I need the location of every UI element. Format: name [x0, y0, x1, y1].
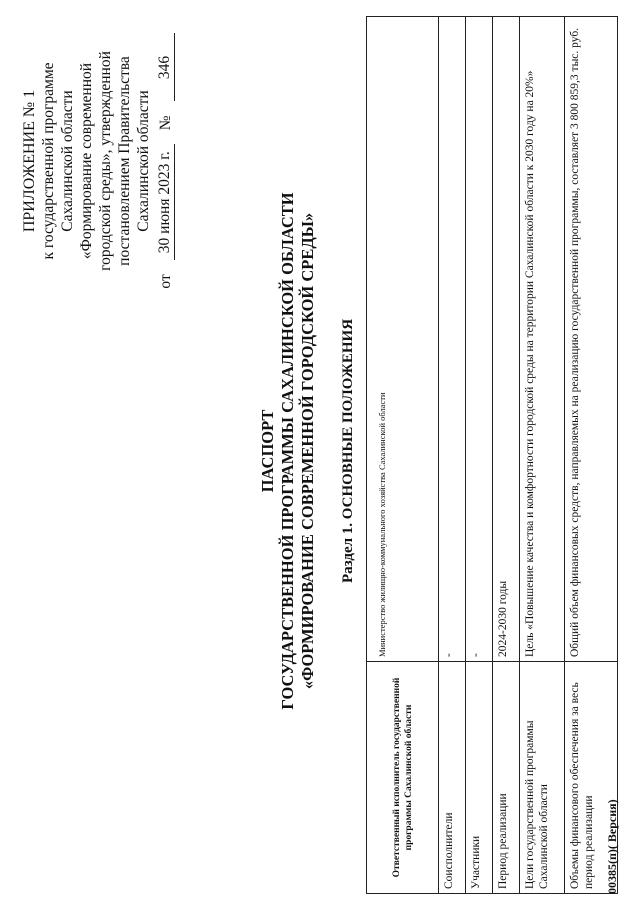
row-value: 2024-2030 годы — [493, 17, 520, 662]
row-label: Период реализации — [493, 662, 520, 894]
appendix-block — [20, 11, 175, 311]
table-row — [493, 17, 520, 894]
appendix-title: ПРИЛОЖЕНИЕ № 1 — [21, 89, 38, 233]
table-row — [439, 17, 466, 894]
row-label: Объемы финансового обеспечения за весь период реализации — [565, 662, 618, 894]
heading-line-3: «ФОРМИРОВАНИЕ СОВРЕМЕННОЙ ГОРОДСКОЙ СРЕДЫ» — [298, 212, 317, 690]
appendix-line: Сахалинской области — [135, 90, 152, 232]
table-row — [367, 17, 439, 894]
row-value: - — [439, 17, 466, 662]
table-row — [520, 17, 565, 894]
row-label: Участники — [466, 662, 493, 894]
appendix-line: Сахалинской области — [59, 90, 76, 232]
number-label: № — [157, 115, 174, 131]
appendix-line: «Формирование современной — [78, 62, 95, 260]
table-row — [466, 17, 493, 894]
appendix-number: 346 — [155, 33, 175, 101]
row-value: Общий объем финансовых средств, направляемых на реализацию государственной программы, составляет 3 800 859,3 тыс. руб. — [565, 17, 618, 662]
appendix-line: городской среды», утвержденной — [97, 51, 114, 271]
row-value: Министерство жилищно-коммунального хозяйства Сахалинской области — [367, 17, 439, 662]
row-value: Цель «Повышение качества и комфортности городской среды на территории Сахалинской области к 2030 году на 20%» — [520, 17, 565, 662]
row-label: Цели государственной программы Сахалинской области — [520, 662, 565, 894]
document-heading — [258, 171, 318, 731]
appendix-line: к государственной программе — [40, 62, 57, 260]
row-label: Ответственный исполнитель государственной программы Сахалинской области — [367, 662, 439, 894]
appendix-date-row — [155, 11, 175, 311]
row-label: Соисполнители — [439, 662, 466, 894]
appendix-date: 30 июня 2023 г. — [155, 144, 175, 260]
from-label: от — [157, 274, 174, 289]
appendix-line: постановлением Правительства — [116, 56, 133, 266]
heading-line-1: ПАСПОРТ — [258, 409, 277, 493]
passport-table — [366, 16, 618, 894]
footer-code: 00385(п)( Версия) — [605, 799, 619, 894]
table-row — [565, 17, 618, 894]
heading-line-2: ГОСУДАРСТВЕННОЙ ПРОГРАММЫ САХАЛИНСКОЙ ОБЛАСТИ — [278, 192, 297, 710]
row-value: - — [466, 17, 493, 662]
section-title: Раздел 1. ОСНОВНЫЕ ПОЛОЖЕНИЯ — [340, 318, 356, 584]
